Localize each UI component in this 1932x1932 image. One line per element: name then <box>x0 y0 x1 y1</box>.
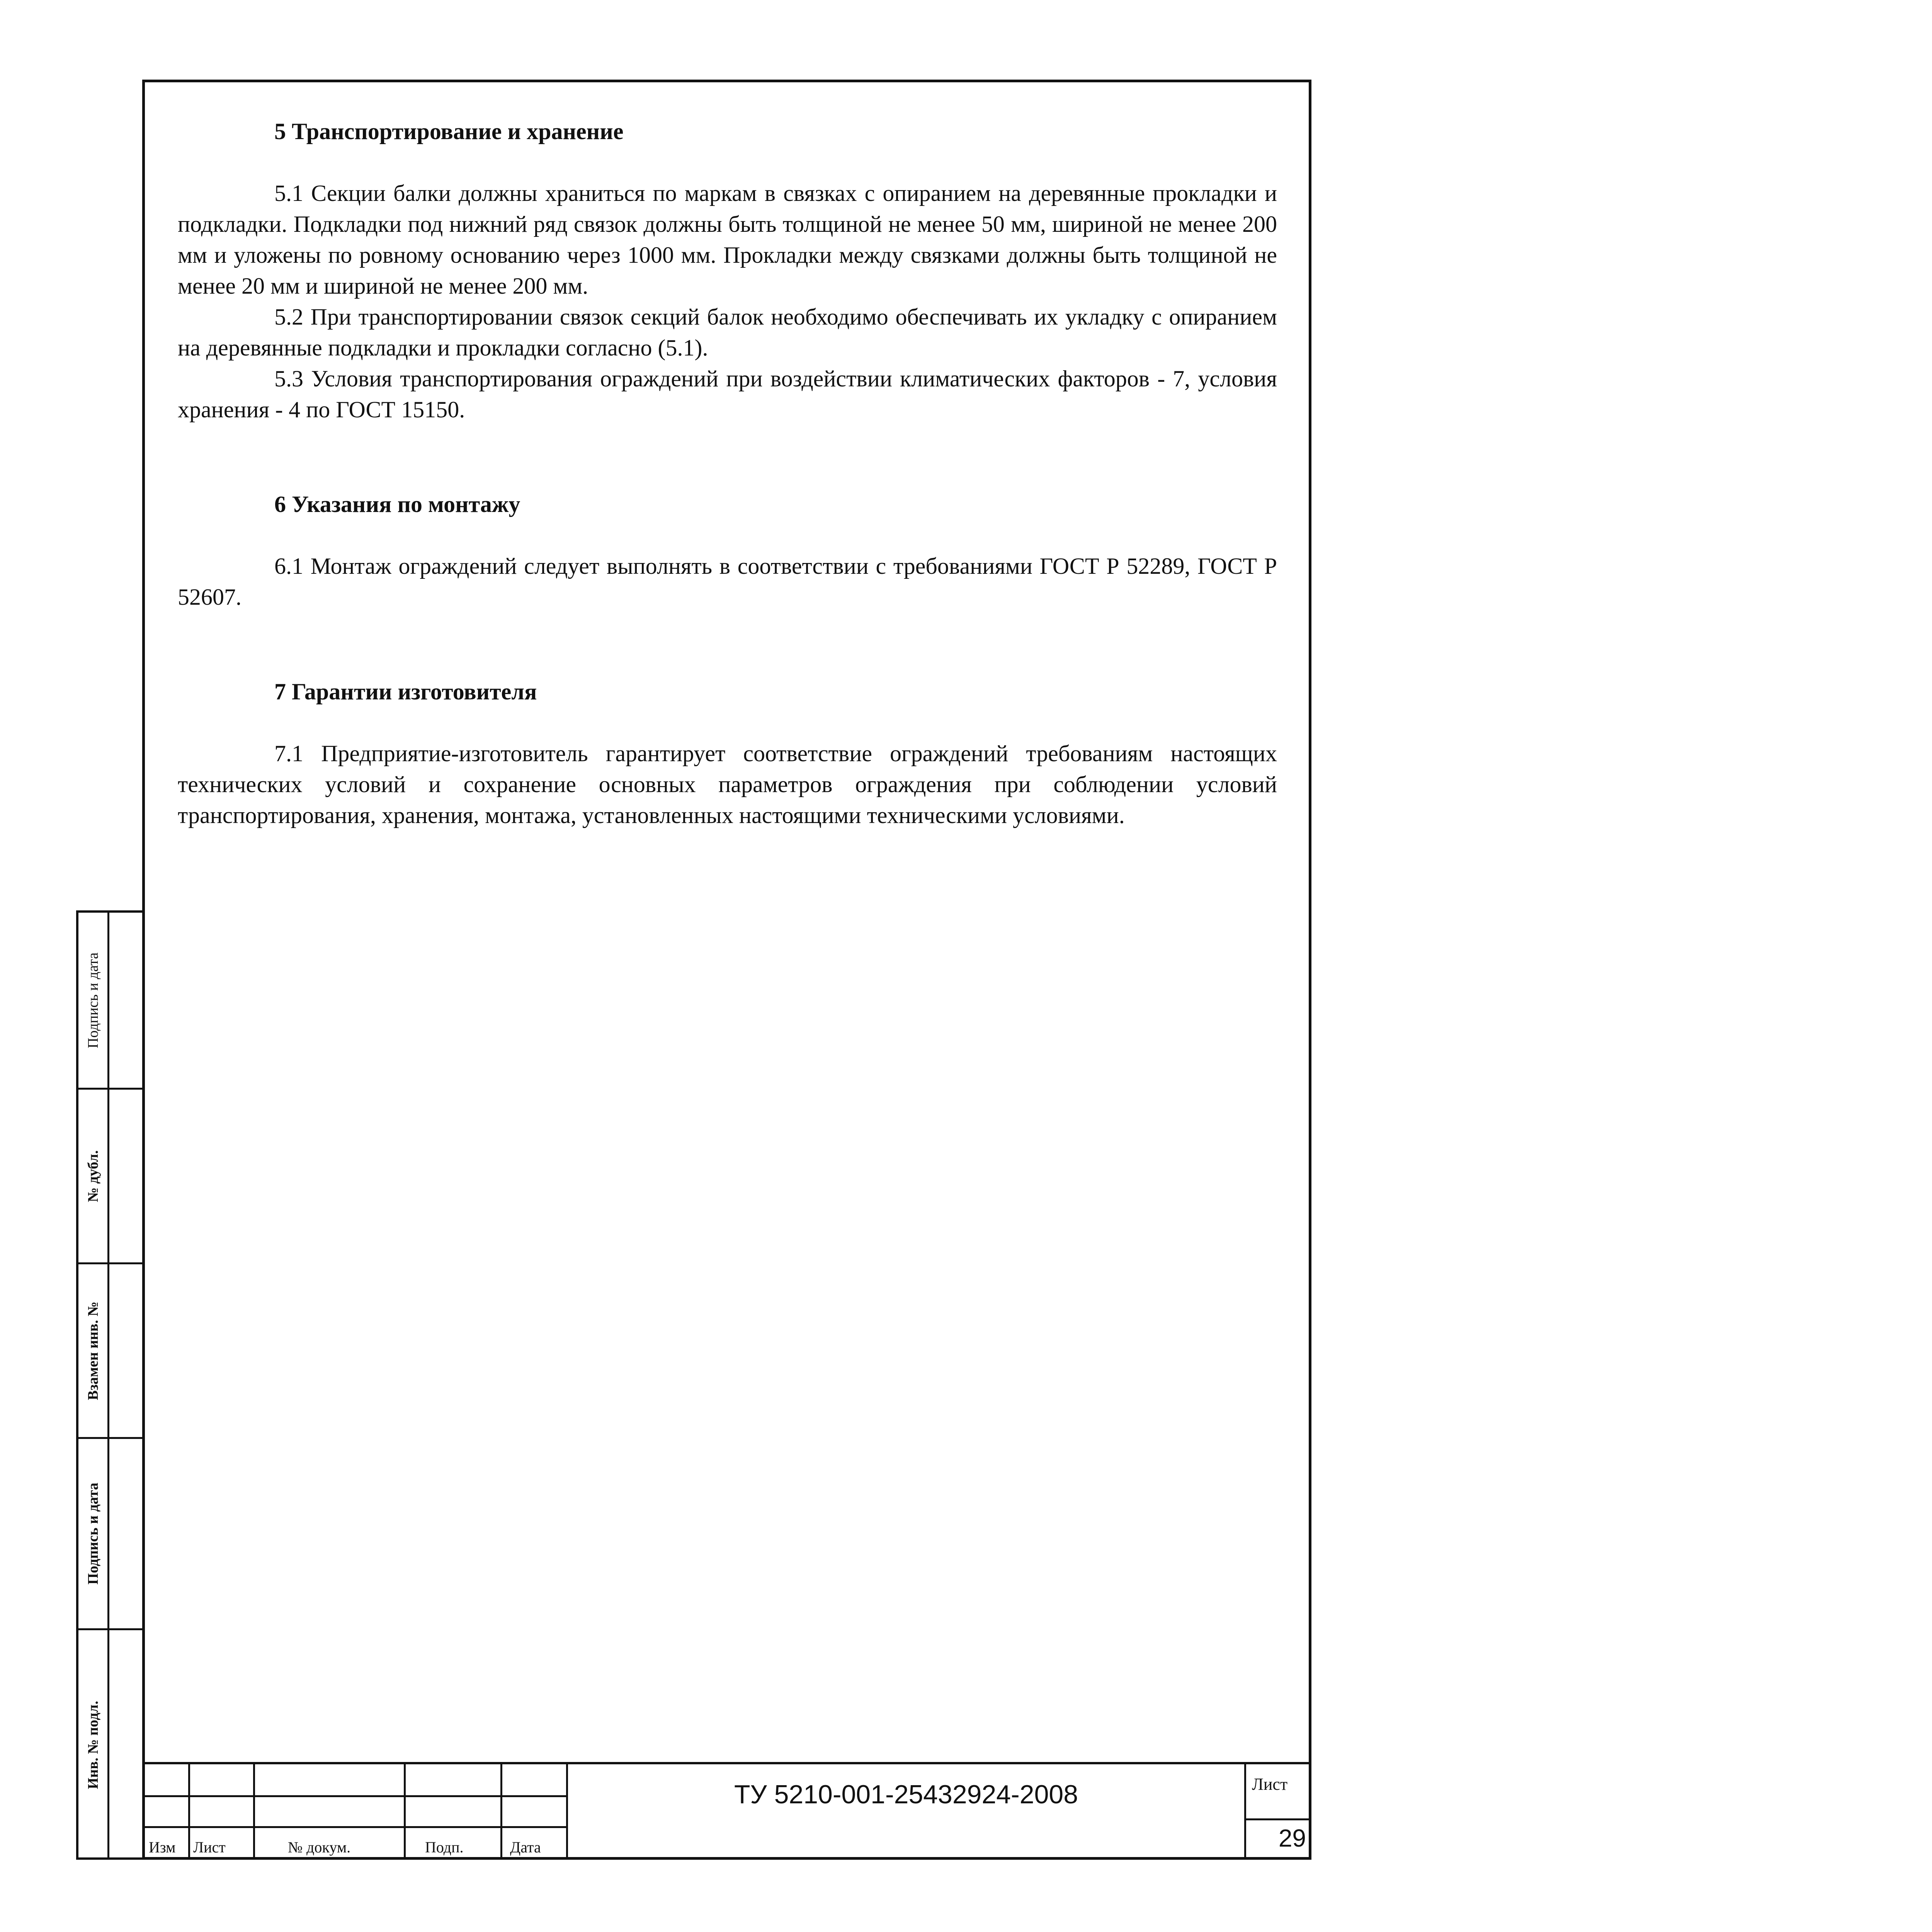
stamp-col-signature: Подп. <box>425 1838 464 1856</box>
paragraph: 5.1 Секции балки должны храниться по маркам в связках с опиранием на деревянные прокладки и подкладки. Подкладки под нижний ряд связок должны быть толщиной не менее 50 мм, шириной не менее 200 мм и уложены по ровному основанию через 1000 мм. Прокладки между связками должны быть толщиной не менее 20 мм и шириной не менее 200 мм. <box>178 180 1277 299</box>
side-cell-inventory-number <box>78 1630 143 1860</box>
side-cell-replacement <box>78 1264 143 1439</box>
side-label: Взамен инв. № <box>85 1301 101 1400</box>
paragraph: 6.1 Монтаж ограждений следует выполнять в соответствии с требованиями ГОСТ Р 52289, ГОСТ Р 52607. <box>178 553 1277 610</box>
sheet-number: 29 <box>1278 1824 1306 1852</box>
stamp-col-sheet: Лист <box>193 1838 226 1856</box>
section-heading: 7 Гарантии изготовителя <box>274 679 537 704</box>
side-label: Подпись и дата <box>85 952 101 1048</box>
document-code: ТУ 5210-001-25432924-2008 <box>734 1780 1078 1809</box>
side-stamp <box>76 910 143 1860</box>
stamp-col-change: Изм <box>149 1838 176 1856</box>
side-cell-signature-date <box>78 1439 143 1630</box>
paragraph: 7.1 Предприятие-изготовитель гарантирует соответствие ограждений требованиям настоящих технических условий и сохранение основных параметров ограждения при соблюдении условий транспортирования, хранения, монтажа, установленных настоящими техническими условиями. <box>178 741 1277 828</box>
section-heading: 5 Транспортирование и хранение <box>274 119 624 144</box>
side-cell-duplicate <box>78 1090 143 1264</box>
stamp-col-doc-number: № докум. <box>288 1838 351 1856</box>
side-label: № дубл. <box>85 1150 101 1202</box>
stamp-col-date: Дата <box>510 1838 541 1856</box>
side-label: Инв. № подл. <box>85 1701 101 1789</box>
sheet-label: Лист <box>1252 1775 1288 1794</box>
section-heading: 6 Указания по монтажу <box>274 492 520 517</box>
paragraph: 5.3 Условия транспортирования ограждений при воздействии климатических факторов - 7, условия хранения - 4 по ГОСТ 15150. <box>178 366 1277 422</box>
paragraph: 5.2 При транспортировании связок секций балок необходимо обеспечивать их укладку с опиранием на деревянные подкладки и прокладки согласно (5.1). <box>178 304 1277 361</box>
document-body <box>178 116 1277 831</box>
side-cell-signature-date-top <box>78 913 143 1090</box>
side-label: Подпись и дата <box>85 1483 101 1585</box>
